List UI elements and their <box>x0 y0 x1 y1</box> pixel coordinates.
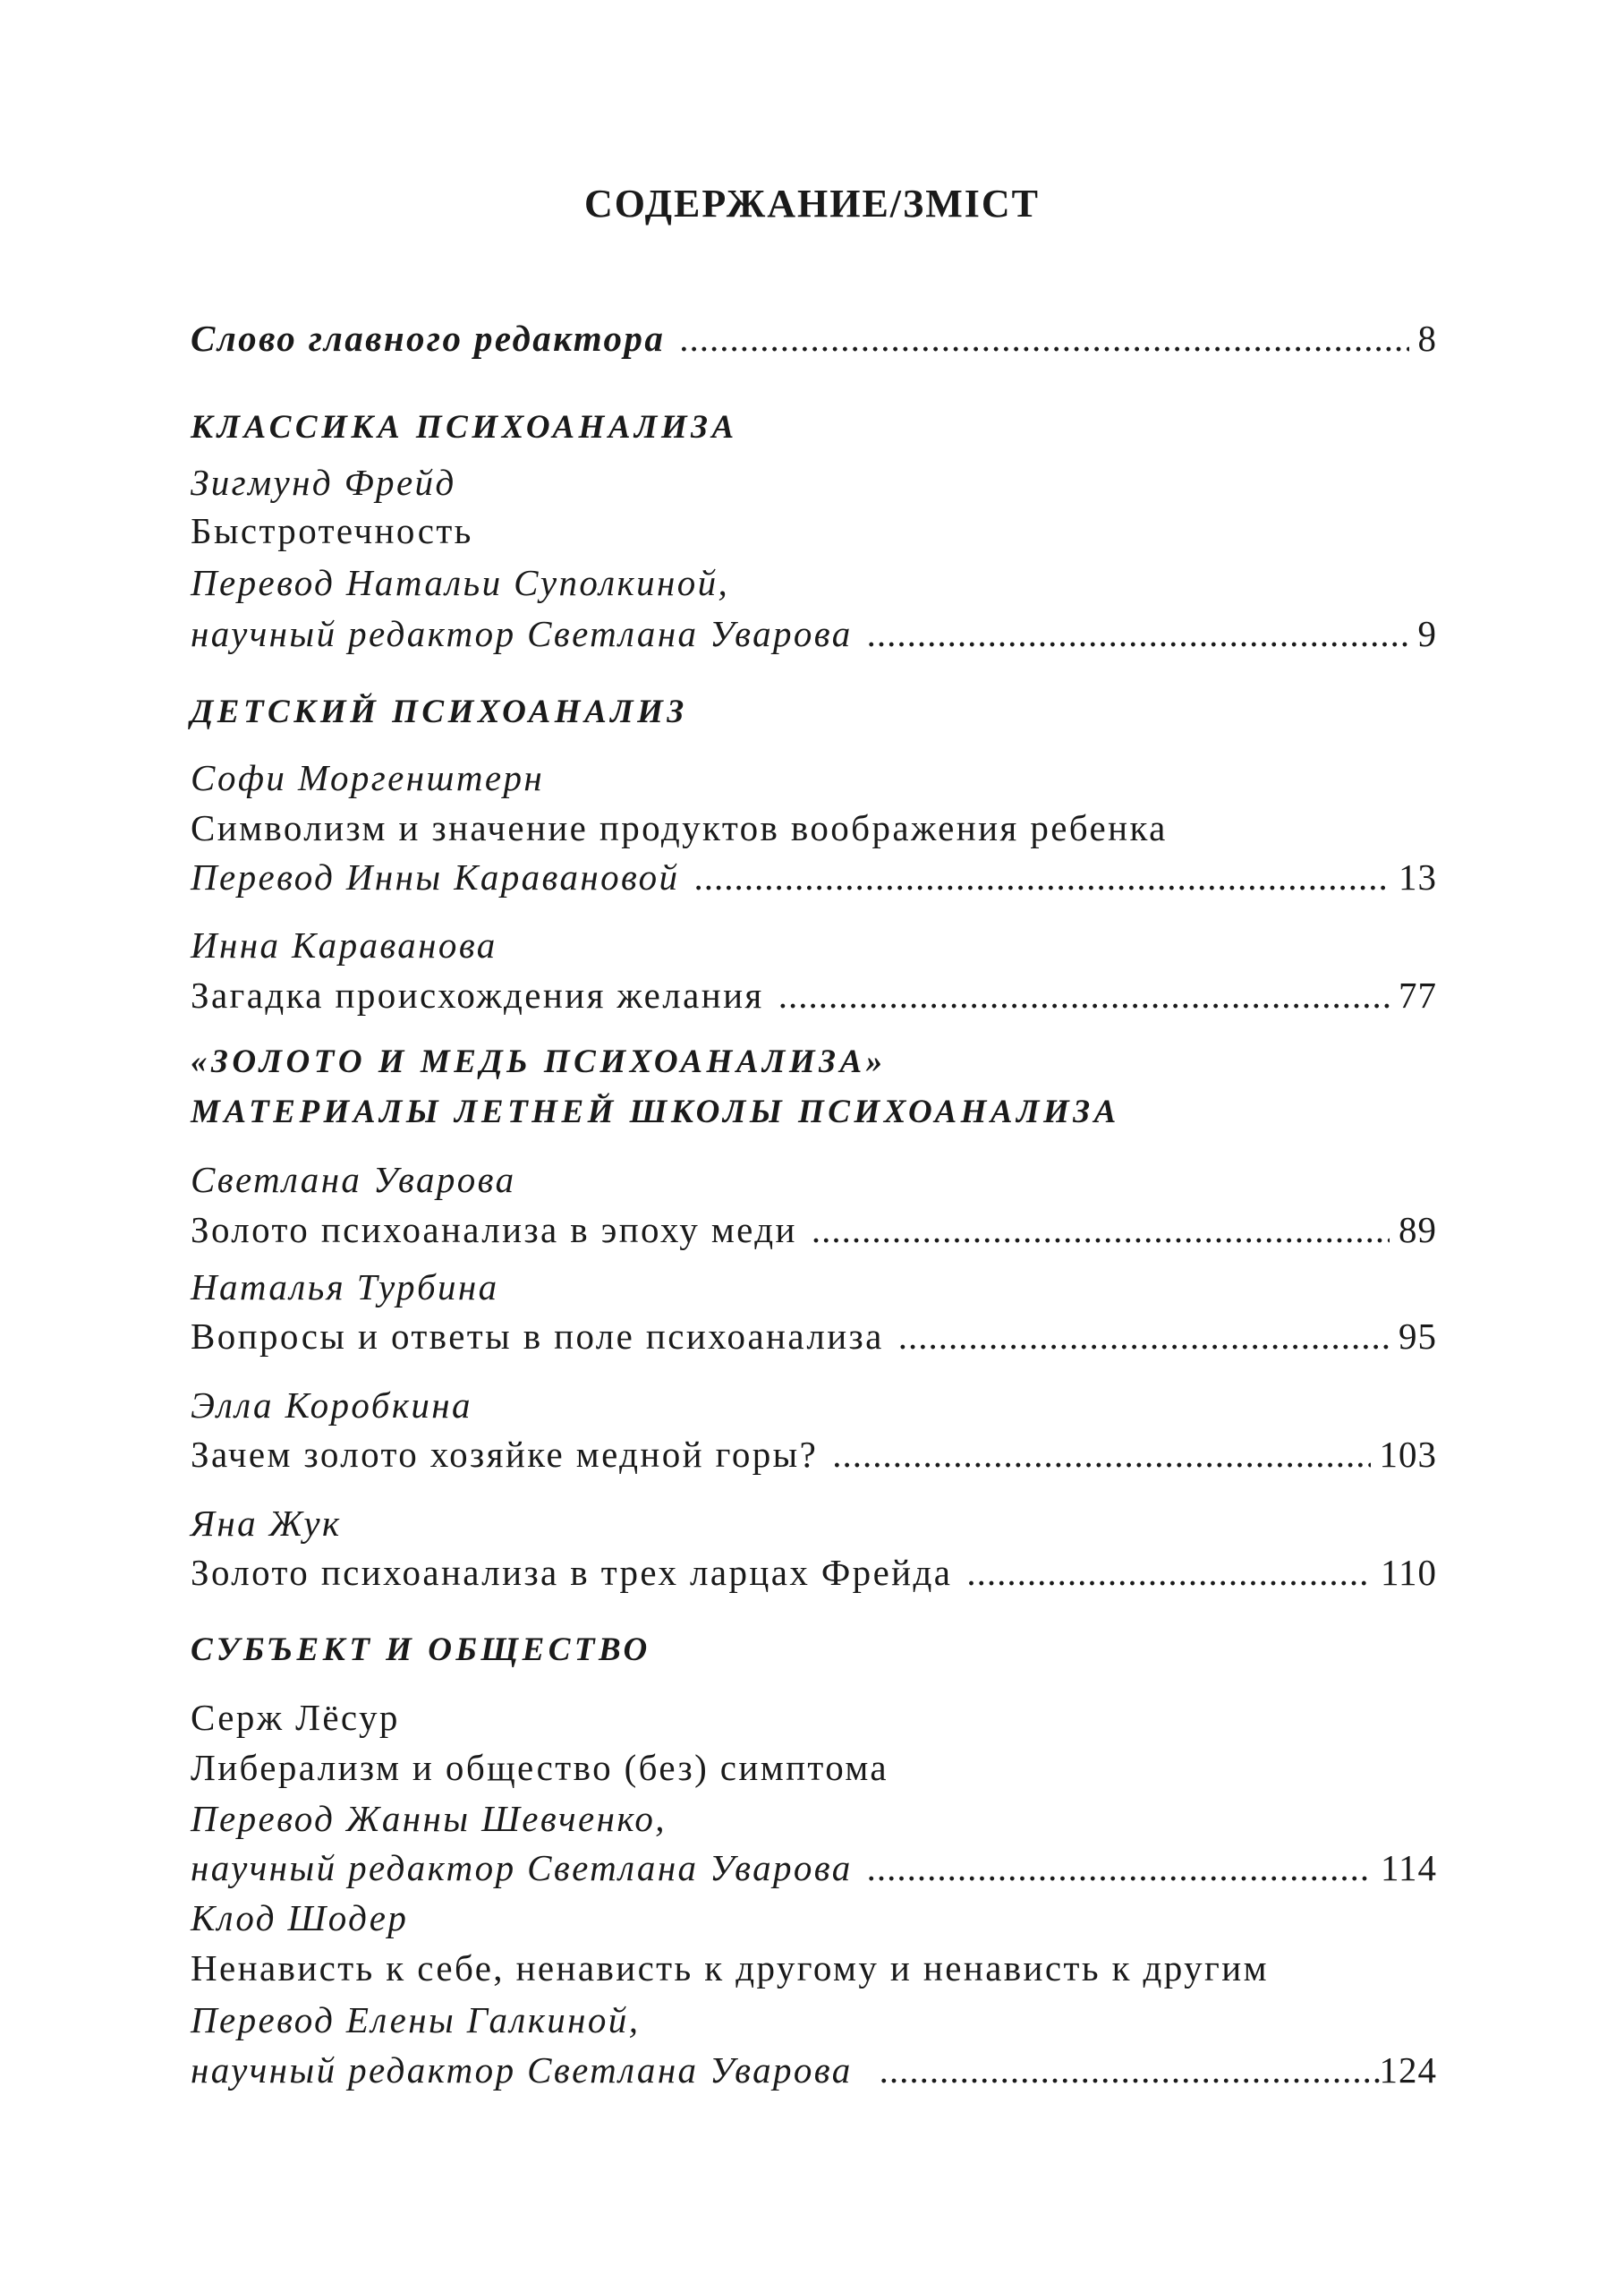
leader-dots <box>832 1436 1370 1473</box>
section-heading: СУБЪЕКТ И ОБЩЕСТВО <box>191 1631 651 1668</box>
entry-translation-with-page[interactable]: научный редактор Светлана Уварова ..... 124 <box>191 2052 1437 2089</box>
entry-title: Слово главного редактора <box>191 318 666 359</box>
leader-dots <box>679 320 1408 357</box>
entry-author: Инна Караванова <box>191 924 497 966</box>
entry-author: Светлана Уварова <box>191 1159 516 1200</box>
leader-dots <box>898 1318 1390 1355</box>
entry-title-with-page[interactable]: Загадка происхождения желания ..... 77 <box>191 977 1437 1014</box>
entry-translation: Перевод Елены Галкиной, <box>191 1999 641 2040</box>
page-number: 124 <box>1379 2049 1437 2091</box>
page-number: 95 <box>1399 1316 1437 1357</box>
page-number: 110 <box>1381 1552 1437 1593</box>
page-number: 114 <box>1381 1847 1437 1888</box>
page-number: 9 <box>1417 613 1437 654</box>
page-number: 8 <box>1417 318 1437 359</box>
entry-translation: Перевод Жанны Шевченко, <box>191 1798 667 1839</box>
entry-title-with-page[interactable]: Зачем золото хозяйке медной горы? ..... 103 <box>191 1436 1437 1473</box>
entry-translation-with-page[interactable]: Перевод Инны Каравановой ..... 13 <box>191 859 1437 896</box>
entry-translation: Перевод Натальи Суполкиной, <box>191 562 730 603</box>
page-number: 77 <box>1399 975 1437 1016</box>
toc-entry-editor-word[interactable] <box>191 320 1437 357</box>
entry-title[interactable]: Либерализм и общество (без) симптома <box>191 1747 889 1788</box>
entry-title[interactable]: Символизм и значение продуктов воображения ребенка <box>191 807 1168 848</box>
entry-title-with-page[interactable]: Золото психоанализа в трех ларцах Фрейда ..... 110 <box>191 1554 1437 1591</box>
entry-author: Наталья Турбина <box>191 1266 499 1307</box>
page-number: 103 <box>1379 1434 1437 1475</box>
section-heading: ДЕТСКИЙ ПСИХОАНАЛИЗ <box>191 694 688 730</box>
entry-author: Яна Жук <box>191 1503 342 1544</box>
entry-author: Серж Лёсур <box>191 1697 400 1738</box>
section-heading: КЛАССИКА ПСИХОАНАЛИЗА <box>191 409 738 446</box>
leader-dots <box>693 859 1390 896</box>
leader-dots <box>880 2052 1380 2089</box>
section-heading: «ЗОЛОТО И МЕДЬ ПСИХОАНАЛИЗА» <box>191 1043 887 1080</box>
entry-title[interactable]: Быстротечность <box>191 510 473 551</box>
entry-author: Элла Коробкина <box>191 1384 472 1426</box>
page-number: 13 <box>1399 856 1437 898</box>
page-title: СОДЕРЖАНИЕ/ЗМІСТ <box>583 182 1041 226</box>
entry-translation-with-page[interactable]: научный редактор Светлана Уварова ..... 9 <box>191 616 1437 652</box>
leader-dots <box>867 616 1409 652</box>
leader-dots <box>812 1212 1390 1248</box>
entry-author: Клод Шодер <box>191 1897 409 1938</box>
section-heading-line-2: МАТЕРИАЛЫ ЛЕТНЕЙ ШКОЛЫ ПСИХОАНАЛИЗА <box>191 1094 1120 1130</box>
entry-title-with-page[interactable]: Вопросы и ответы в поле психоанализа ..... 95 <box>191 1318 1437 1355</box>
entry-author: Зигмунд Фрейд <box>191 462 456 503</box>
page-number: 89 <box>1399 1209 1437 1250</box>
leader-dots <box>867 1850 1372 1886</box>
entry-title[interactable]: Ненависть к себе, ненависть к другому и ненависть к другим <box>191 1947 1269 1989</box>
leader-dots <box>778 977 1390 1014</box>
entry-translation-with-page[interactable]: научный редактор Светлана Уварова ..... 114 <box>191 1850 1437 1886</box>
leader-dots <box>966 1554 1372 1591</box>
entry-author: Софи Моргенштерн <box>191 757 545 798</box>
entry-title-with-page[interactable]: Золото психоанализа в эпоху меди ..... 89 <box>191 1212 1437 1248</box>
